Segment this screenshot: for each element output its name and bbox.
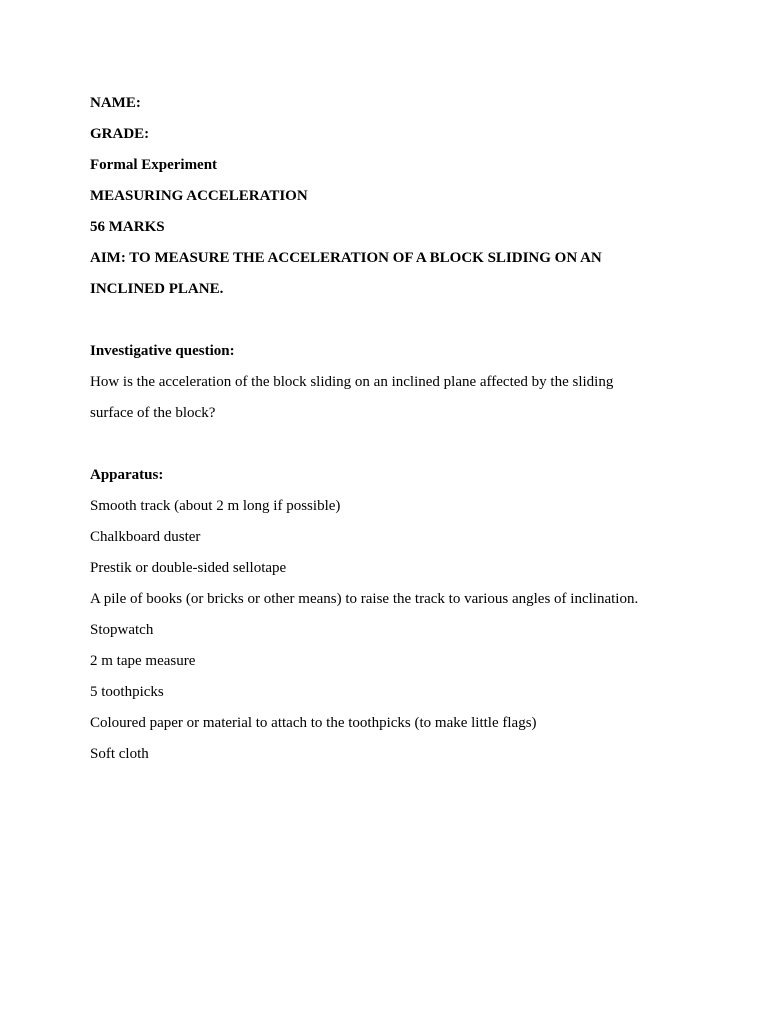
aim-line-1: AIM: TO MEASURE THE ACCELERATION OF A BLOCK SLIDING ON AN	[90, 250, 602, 266]
apparatus-item: Chalkboard duster	[90, 529, 201, 545]
apparatus-item: Coloured paper or material to attach to the toothpicks (to make little flags)	[90, 715, 537, 731]
question-line-2: surface of the block?	[90, 405, 216, 421]
apparatus-item: Soft cloth	[90, 746, 149, 762]
apparatus-item: Stopwatch	[90, 622, 154, 638]
grade-label: GRADE:	[90, 126, 150, 142]
apparatus-item: 5 toothpicks	[90, 684, 164, 700]
apparatus-item: Smooth track (about 2 m long if possible)	[90, 498, 341, 514]
question-heading: Investigative question:	[90, 343, 235, 359]
question-line-1: How is the acceleration of the block sliding on an inclined plane affected by the sliding	[90, 374, 614, 390]
apparatus-heading: Apparatus:	[90, 467, 164, 483]
experiment-title: MEASURING ACCELERATION	[90, 188, 308, 204]
apparatus-item: 2 m tape measure	[90, 653, 196, 669]
experiment-type: Formal Experiment	[90, 157, 218, 173]
document-body	[90, 91, 690, 773]
aim-line-2: INCLINED PLANE.	[90, 281, 224, 297]
spacer	[90, 308, 690, 339]
marks-total: 56 MARKS	[90, 219, 165, 235]
apparatus-item: A pile of books (or bricks or other means) to raise the track to various angles of inclination.	[90, 591, 639, 607]
spacer	[90, 432, 690, 463]
name-label: NAME:	[90, 95, 141, 111]
apparatus-item: Prestik or double-sided sellotape	[90, 560, 287, 576]
